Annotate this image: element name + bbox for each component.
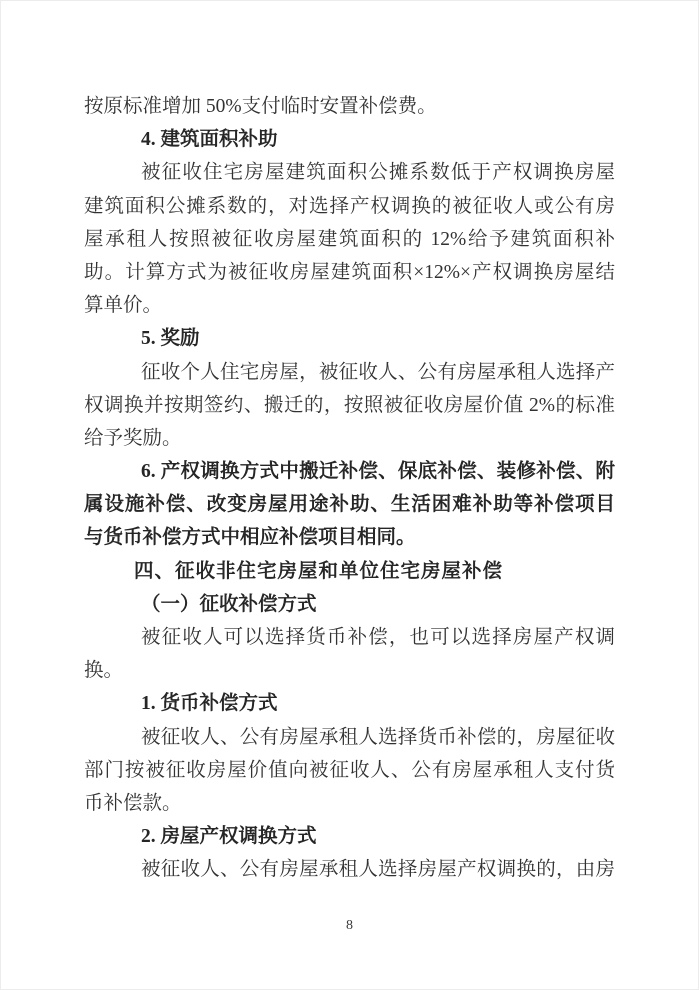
body-line: 给予奖励。 xyxy=(84,427,182,449)
body-line: 被征收住宅房屋建筑面积公摊系数低于产权调换房屋 xyxy=(141,162,615,184)
heading-property-rights-exchange: 2. 房屋产权调换方式 xyxy=(141,826,317,848)
body-line: 权调换并按期签约、搬迁的，按照被征收房屋价值 2%的标准 xyxy=(84,394,615,416)
body-line: 被征收人、公有房屋承租人选择房屋产权调换的，由房 xyxy=(141,859,615,881)
page-number: 8 xyxy=(346,918,353,933)
body-line: 助。计算方式为被征收房屋建筑面积×12%×产权调换房屋结 xyxy=(84,261,615,283)
heading-reward: 5. 奖励 xyxy=(141,328,200,350)
heading-property-swap-items: 与货币补偿方式中相应补偿项目相同。 xyxy=(84,527,416,549)
heading-monetary-compensation: 1. 货币补偿方式 xyxy=(141,693,278,715)
heading-property-swap-items: 6. 产权调换方式中搬迁补偿、保底补偿、装修补偿、附 xyxy=(141,461,615,483)
body-line: 被征收人可以选择货币补偿，也可以选择房屋产权调 xyxy=(141,627,615,648)
body-line: 被征收人、公有房屋承租人选择货币补偿的，房屋征收 xyxy=(141,726,615,748)
heading-building-area-subsidy: 4. 建筑面积补助 xyxy=(141,129,278,151)
heading-property-swap-items: 属设施补偿、改变房屋用途补助、生活困难补助等补偿项目 xyxy=(84,494,615,516)
body-line: 部门按被征收房屋价值向被征收人、公有房屋承租人支付货 xyxy=(84,759,615,781)
section-title-non-residential: 四、征收非住宅房屋和单位住宅房屋补偿 xyxy=(134,559,504,582)
body-line: 征收个人住宅房屋，被征收人、公有房屋承租人选择产 xyxy=(141,361,615,383)
body-line: 屋承租人按照被征收房屋建筑面积的 12%给予建筑面积补 xyxy=(84,228,615,250)
body-line: 币补偿款。 xyxy=(84,792,182,814)
heading-compensation-method: （一）征收补偿方式 xyxy=(141,593,317,615)
body-line: 建筑面积公摊系数的，对选择产权调换的被征收人或公有房 xyxy=(84,195,615,217)
body-line: 按原标准增加 50%支付临时安置补偿费。 xyxy=(84,96,437,117)
document-body xyxy=(84,90,615,887)
body-line: 换。 xyxy=(84,660,124,682)
body-line: 算单价。 xyxy=(84,295,163,317)
